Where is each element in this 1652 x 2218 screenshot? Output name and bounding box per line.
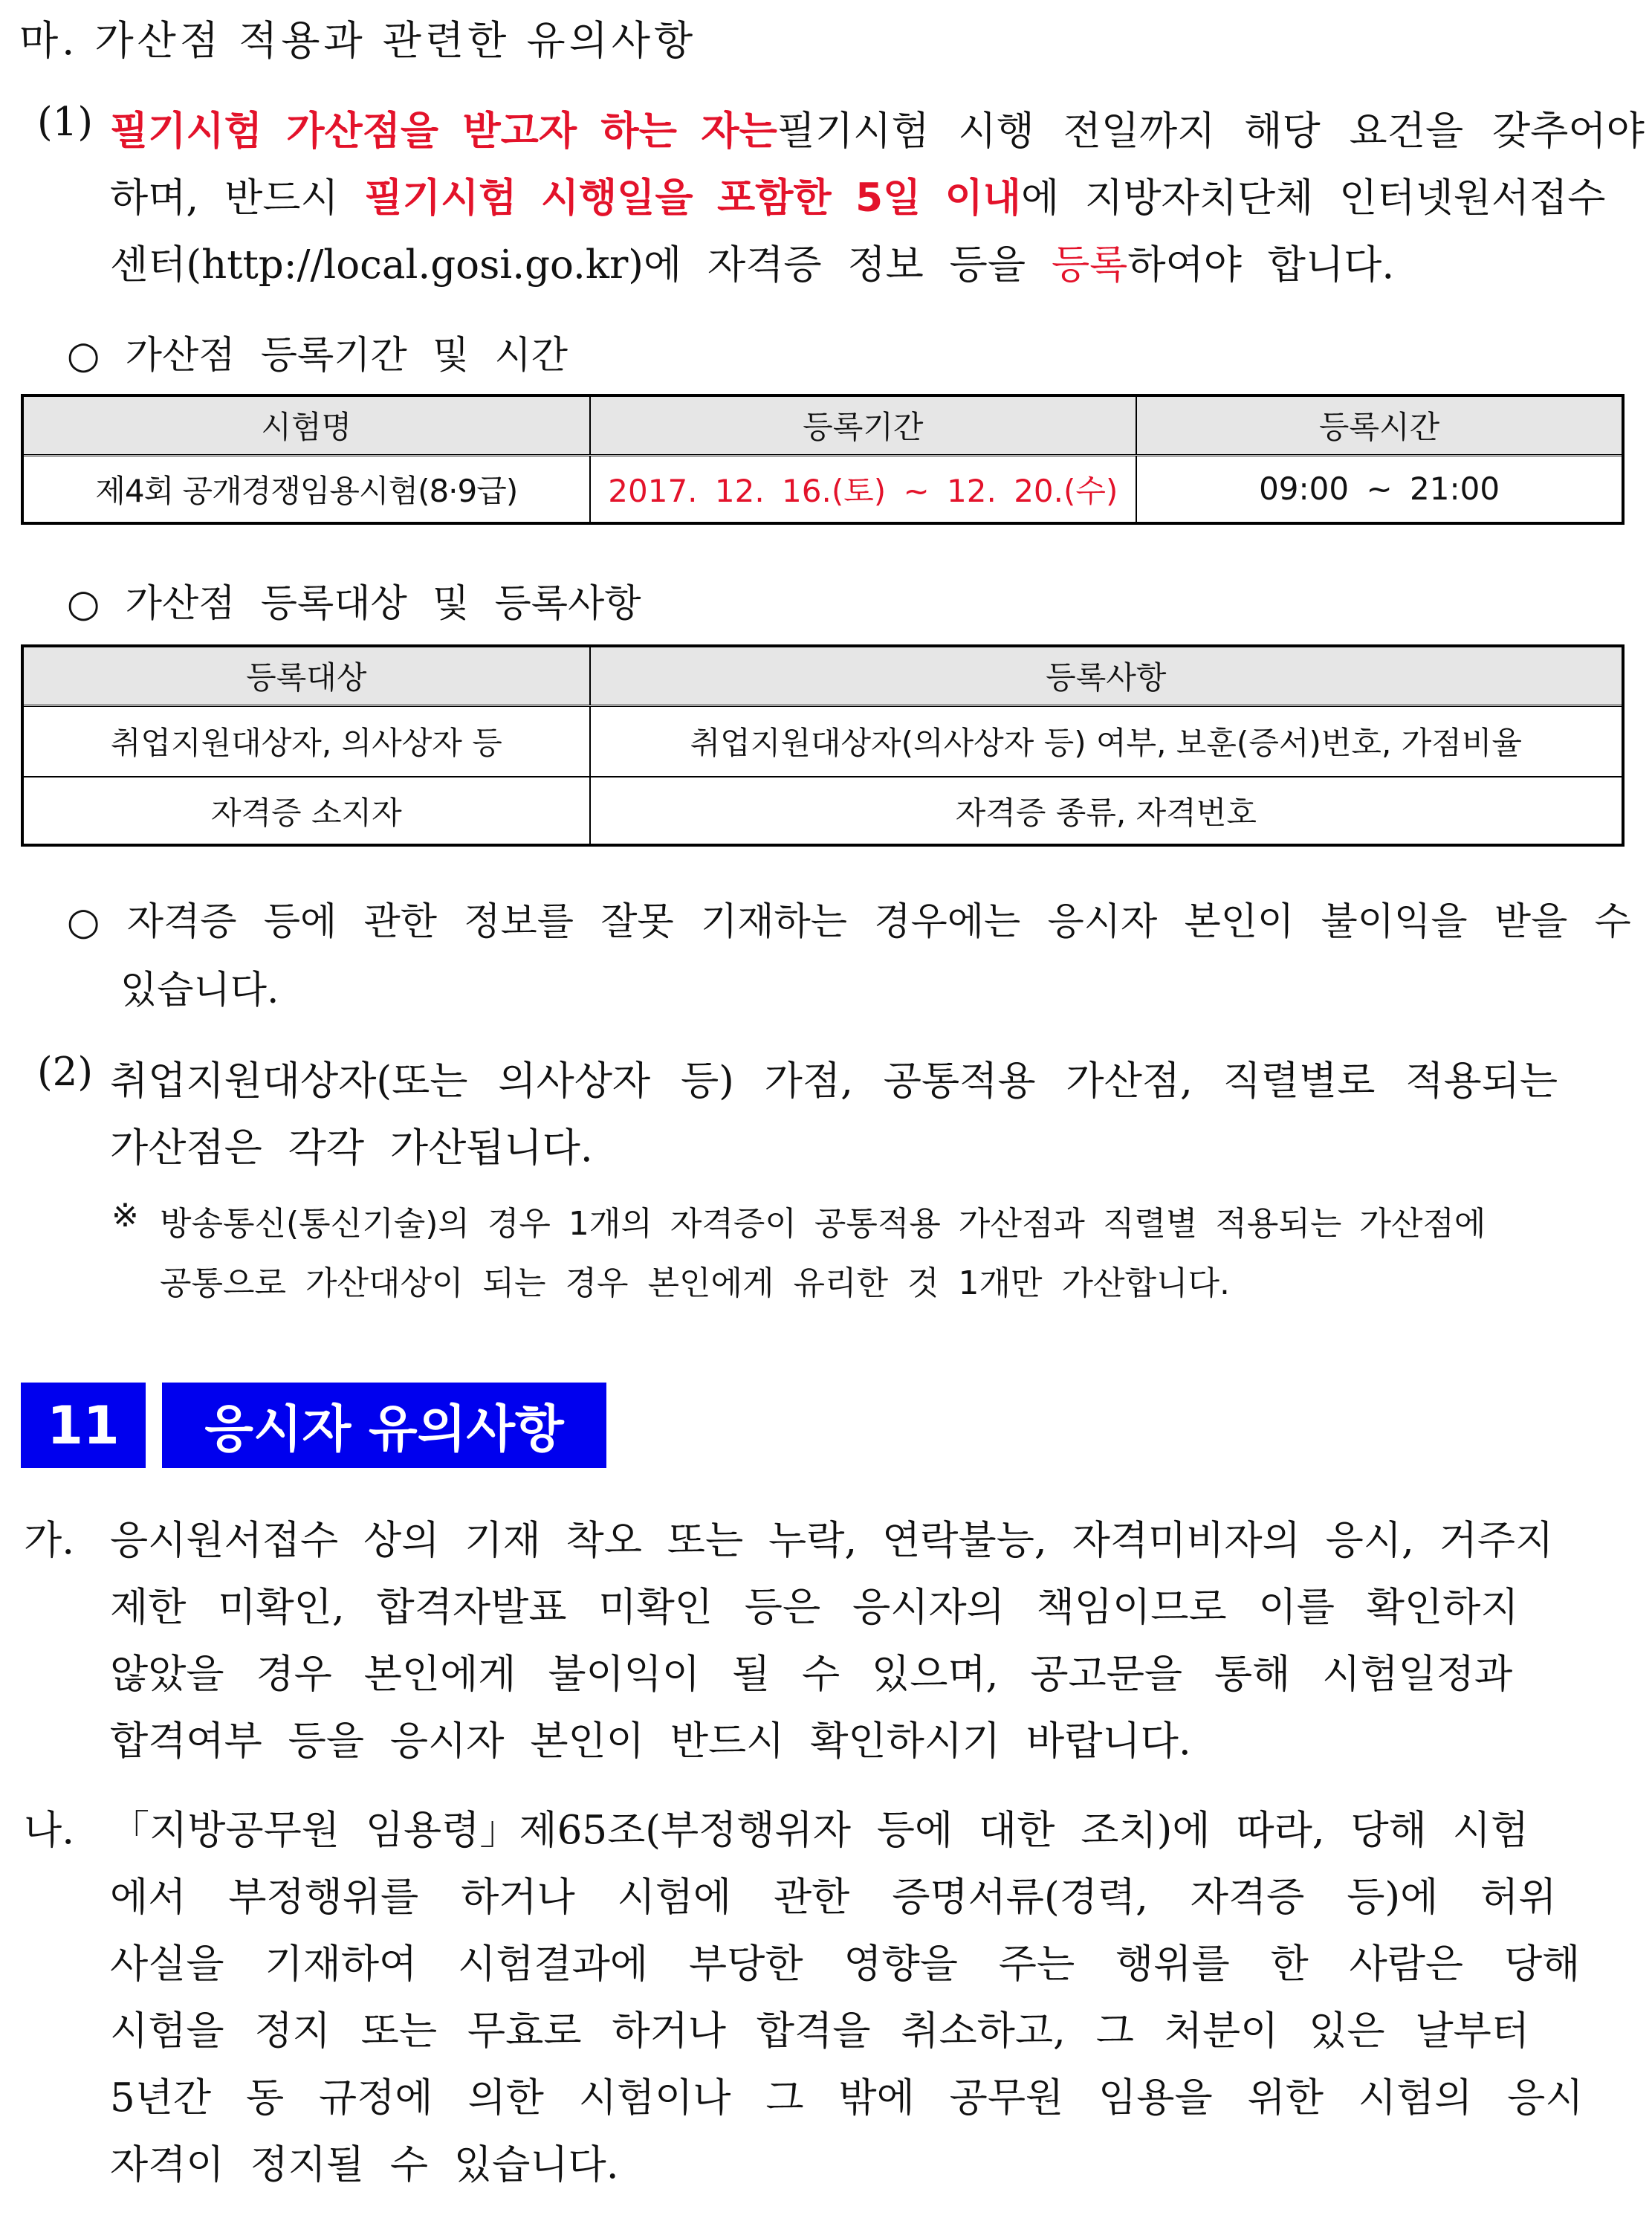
item1-highlight-1: 필기시험 가산점을 받고자 하는 자는 [110, 109, 777, 154]
period-time: 09:00 ~ 21:00 [1136, 455, 1623, 523]
item-na-line: 사실을 기재하여 시험결과에 부당한 영향을 주는 행위를 한 사람은 당해 [110, 1941, 1581, 1987]
table-row [22, 705, 1623, 777]
section-title-badge: 응시자 유의사항 [162, 1383, 606, 1468]
period-table [21, 394, 1625, 525]
item-na-line: 에서 부정행위를 하거나 시험에 관한 증명서류(경력, 자격증 등)에 허위 [110, 1875, 1557, 1920]
item-na-label: 나. [24, 1808, 75, 1853]
section-number-badge: 11 [21, 1383, 146, 1468]
period-table-header [22, 395, 1623, 455]
item1-number: (1) [37, 100, 94, 145]
item1-highlight-register: 등록 [1051, 242, 1128, 288]
items-cell: 자격증 종류, 자격번호 [590, 777, 1623, 845]
item1-line3-a: 센터(http://local.gosi.go.kr)에 자격증 정보 등을 [110, 242, 1026, 288]
item-ga-label: 가. [24, 1518, 75, 1563]
item-na-line: 5년간 동 규정에 의한 시험이나 그 밖에 공무원 임용을 위한 시험의 응시 [110, 2075, 1584, 2121]
item-na-line: 「지방공무원 임용령」제65조(부정행위자 등에 대한 조치)에 따라, 당해 시험 [110, 1808, 1529, 1853]
target-header-items: 등록사항 [590, 646, 1623, 705]
target-cell: 취업지원대상자, 의사상자 등 [22, 705, 590, 777]
period-header-exam: 시험명 [22, 395, 590, 455]
target-cell: 자격증 소지자 [22, 777, 590, 845]
table-row [22, 777, 1623, 845]
target-title: ○ 가산점 등록대상 및 등록사항 [67, 582, 641, 626]
target-header-target: 등록대상 [22, 646, 590, 705]
warning-line2: 있습니다. [120, 969, 279, 1012]
item1-highlight-2: 필기시험 시행일을 포함한 5일 이내 [364, 175, 1022, 221]
note-mark: ※ [111, 1197, 139, 1235]
item1-line2-b: 에 지방자치단체 인터넷원서접수 [1021, 175, 1606, 221]
item1-line1-rest: 필기시험 시행 전일까지 해당 요건을 갖추어야 [777, 109, 1645, 154]
item1-line2-a: 하며, 반드시 [110, 175, 339, 221]
period-header-time: 등록시간 [1136, 395, 1623, 455]
target-table [21, 644, 1625, 847]
item-na-line: 자격이 정지될 수 있습니다. [110, 2142, 619, 2188]
item-ga-line: 합격여부 등을 응시자 본인이 반드시 확인하시기 바랍니다. [110, 1719, 1191, 1764]
item-ga-line: 않았을 경우 본인에게 불이익이 될 수 있으며, 공고문을 통해 시험일정과 [110, 1652, 1513, 1697]
warning-line1: ○ 자격증 등에 관한 정보를 잘못 기재하는 경우에는 응시자 본인이 불이익을 받을 수 [67, 900, 1631, 944]
item1-line3 [110, 233, 1394, 290]
period-title: ○ 가산점 등록기간 및 시간 [67, 334, 569, 378]
item1-line1 [110, 100, 1645, 156]
note-line2: 공통으로 가산대상이 되는 경우 본인에게 유리한 것 1개만 가산합니다. [160, 1264, 1230, 1302]
item1-line2 [110, 166, 1624, 223]
period-dates: 2017. 12. 16.(토) ~ 12. 20.(수) [590, 455, 1137, 523]
period-header-period: 등록기간 [590, 395, 1137, 455]
item1-line3-b: 하여야 합니다. [1127, 242, 1395, 288]
target-table-header [22, 646, 1623, 705]
period-exam-name: 제4회 공개경쟁임용시험(8·9급) [22, 455, 590, 523]
item2-line1: 취업지원대상자(또는 의사상자 등) 가점, 공통적용 가산점, 직렬별로 적용되는 [110, 1058, 1558, 1104]
table-row [22, 455, 1623, 523]
note-line1: 방송통신(통신기술)의 경우 1개의 자격증이 공통적용 가산점과 직렬별 적용되는 가산점에 [160, 1205, 1486, 1243]
item-ga-line: 제한 미확인, 합격자발표 미확인 등은 응시자의 책임이므로 이를 확인하지 [110, 1585, 1519, 1630]
item2-line2: 가산점은 각각 가산됩니다. [110, 1125, 593, 1171]
item-na-line: 시험을 정지 또는 무효로 하거나 합격을 취소하고, 그 처분이 있은 날부터 [110, 2008, 1530, 2054]
item2-number: (2) [37, 1050, 94, 1095]
items-cell: 취업지원대상자(의사상자 등) 여부, 보훈(증서)번호, 가점비율 [590, 705, 1623, 777]
section-heading-ma: 마. 가산점 적용과 관련한 유의사항 [19, 17, 697, 64]
item-ga-line: 응시원서접수 상의 기재 착오 또는 누락, 연락불능, 자격미비자의 응시, 거주지 [110, 1518, 1554, 1563]
